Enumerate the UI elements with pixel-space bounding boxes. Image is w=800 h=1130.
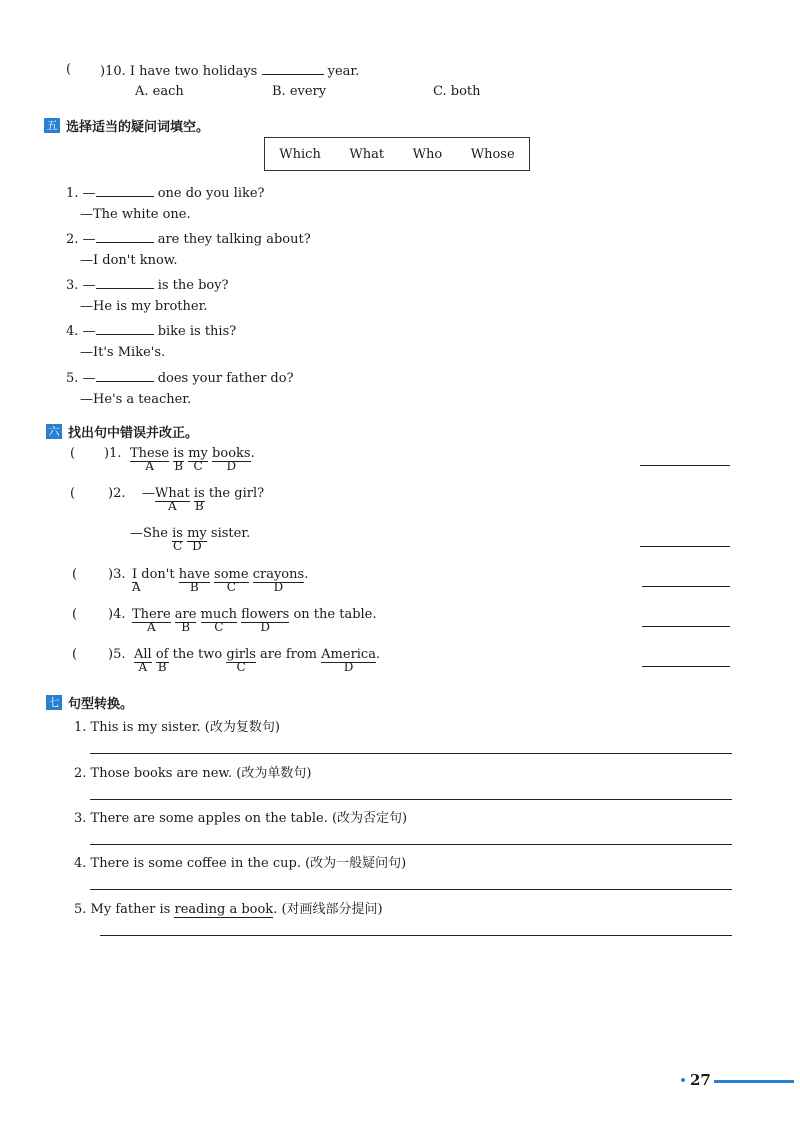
q10-text [100,62,359,79]
s6-segment-text: the two [168,647,227,662]
s5-item-4 [66,322,236,339]
s6-text-segment [169,647,227,662]
s6-segment-text: These [130,446,170,461]
s6-segment-text: flowers [241,607,290,622]
s6-option-label: C [236,660,246,674]
s5-item-2 [66,230,311,247]
s5-item-5 [66,369,294,386]
s6-paren: ( [70,446,76,461]
s6-segment-text: America [321,647,376,662]
s6-option-label: B [194,499,204,513]
s6-item-number: )4. [108,607,126,622]
s6-option-label: D [226,459,237,473]
s7-answer-line-3[interactable] [90,844,732,845]
answer-line-3[interactable] [642,586,730,587]
s6-option-label: B [189,580,199,594]
q10-option-b[interactable]: B. every [272,84,327,99]
s6-segment-text: girls [226,647,256,662]
s5-answer-4: —It's Mike's. [80,345,166,360]
s6-option-segment[interactable] [187,526,207,553]
s5-question: does your father do? [157,371,294,386]
s5-answer-3: —He is my brother. [80,299,208,314]
s6-option-label: B [181,620,191,634]
s5-blank[interactable] [96,276,154,289]
page-bar [714,1080,794,1083]
section6-title: 找出句中错误并改正。 [68,426,199,441]
s6-option-label: D [273,580,284,594]
q10-option-a[interactable]: A. each [135,84,184,99]
s7-item5-underlined: reading a book [174,902,274,917]
answer-line-1[interactable] [640,465,730,466]
s6-paren: ( [72,607,78,622]
s6-option-label: B [157,660,167,674]
s6-option-segment[interactable] [174,607,197,634]
s6-sentence [130,526,251,553]
section6-header [46,422,198,441]
s5-blank[interactable] [96,230,154,243]
s6-segment-text: All [134,647,152,662]
s6-option-segment[interactable] [214,567,249,594]
s6-segment-text: on the table. [289,607,377,622]
s6-text-segment [142,486,155,501]
s5-answer-5: —He's a teacher. [80,392,192,407]
s6-option-label: C [226,580,236,594]
section5-header [44,116,209,135]
s7-item5-post: . (对画线部分提问) [273,902,383,917]
s6-text-segment [251,446,255,461]
q10-blank[interactable] [262,62,324,75]
s6-option-segment[interactable] [200,607,237,634]
section7-number: 七 [46,695,62,710]
s6-sentence [130,446,255,473]
s6-text-segment [207,526,250,541]
s6-option-segment[interactable] [321,647,376,674]
s6-text-segment [130,526,172,541]
s5-num: 3. — [66,278,96,293]
answer-line-5[interactable] [642,666,730,667]
s6-option-segment[interactable] [178,567,210,594]
s6-segment-text: my [187,526,207,541]
section6-number: 六 [46,424,62,439]
s5-question: is the boy? [157,278,229,293]
s5-item-1 [66,184,265,201]
s6-sentence [132,567,309,594]
s6-option-label: D [192,539,202,553]
s7-answer-line-5[interactable] [100,935,732,936]
s6-segment-text: sister. [206,526,251,541]
s6-segment-text: I [132,567,138,582]
q10-after: year. [327,64,360,79]
s5-blank[interactable] [96,369,154,382]
s6-option-segment[interactable] [134,647,152,674]
s6-segment-text: have [178,567,210,582]
s6-option-label: C [193,459,203,473]
s6-paren: ( [72,567,78,582]
s6-item-number: )2. [108,486,126,501]
s7-item-3: 3. There are some apples on the table. (改为否定句) [74,811,408,826]
word-what: What [349,146,385,162]
word-who: Who [412,146,443,162]
s6-segment-text: some [214,567,249,582]
s6-segment-text: books [212,446,251,461]
s6-segment-text: my [188,446,208,461]
s6-segment-text: is [173,446,185,461]
s7-item-5 [74,898,383,917]
s6-segment-text: are from [255,647,322,662]
s5-question: are they talking about? [157,232,311,247]
s5-item-3 [66,276,229,293]
s7-answer-line-2[interactable] [90,799,732,800]
s6-segment-text: are [174,607,197,622]
s6-option-label: A [145,459,154,473]
s6-option-label: D [343,660,354,674]
word-which: Which [279,146,321,162]
s6-option-label: A [138,660,148,674]
s5-answer-1: —The white one. [80,207,191,222]
s7-item-2: 2. Those books are new. (改为单数句) [74,766,312,781]
section5-title: 选择适当的疑问词填空。 [66,120,210,135]
s6-option-label: A [132,580,141,594]
s6-segment-text: — [142,486,155,501]
s6-text-segment [289,607,376,622]
s6-option-label: D [260,620,271,634]
word-whose: Whose [470,146,515,162]
q10-paren: ( [66,62,72,77]
s6-paren: ( [70,486,76,501]
q10-option-c[interactable]: C. both [433,84,481,99]
s6-sentence [132,607,377,634]
s6-segment-text: —She [130,526,173,541]
s6-text-segment [205,486,264,501]
s6-option-segment[interactable] [193,486,205,513]
s6-segment-text: . [250,446,255,461]
s6-segment-text: the girl? [204,486,265,501]
s6-text-segment [304,567,308,582]
s6-paren: ( [72,647,78,662]
section5-number: 五 [44,118,60,133]
s6-segment-text: What [155,486,190,501]
s6-segment-text: . [304,567,309,582]
s6-option-segment[interactable] [226,647,256,674]
page-dot-icon [681,1078,685,1082]
s6-option-segment[interactable] [241,607,290,634]
s6-item-number: )1. [104,446,122,461]
s7-answer-line-1[interactable] [90,753,732,754]
s7-answer-line-4[interactable] [90,889,732,890]
s6-option-label: C [214,620,224,634]
s6-segment-text: There [132,607,171,622]
s6-option-segment[interactable] [155,647,169,674]
s5-answer-2: —I don't know. [80,253,178,268]
s6-item-number: )5. [108,647,126,662]
s5-question: bike is this? [157,324,237,339]
s5-blank[interactable] [96,322,154,335]
word-bank [264,137,530,171]
s6-option-label: A [146,620,156,634]
s5-num: 1. — [66,186,96,201]
s5-question: one do you like? [157,186,265,201]
s6-text-segment [376,647,380,662]
s6-option-segment[interactable] [252,567,305,594]
s6-sentence [134,647,381,674]
s6-option-label: B [174,459,184,473]
s6-option-label: A [168,499,177,513]
s6-option-segment[interactable] [155,486,190,513]
s6-segment-text: don't [137,567,179,582]
s6-text-segment [137,567,179,582]
s6-segment-text: is [193,486,205,501]
s6-segment-text: is [172,526,183,541]
s7-item-4: 4. There is some coffee in the cup. (改为一般疑问句) [74,856,407,871]
s5-blank[interactable] [96,184,154,197]
section7-header [46,693,133,712]
s5-num: 4. — [66,324,96,339]
s6-option-segment[interactable] [130,446,170,473]
s6-sentence [142,486,265,513]
s7-item5-pre: 5. My father is [74,902,175,917]
answer-line-4[interactable] [642,626,730,627]
s6-option-label: C [172,539,183,553]
section7-title: 句型转换。 [68,697,134,712]
s6-segment-text: of [155,647,169,662]
s6-text-segment [256,647,321,662]
answer-line-2[interactable] [640,546,730,547]
s6-option-segment[interactable] [212,446,251,473]
s6-segment-text: . [375,647,381,662]
s6-option-segment[interactable] [173,446,185,473]
q10-stem: )10. I have two holidays [100,64,258,79]
s6-option-segment[interactable] [132,607,171,634]
page-number: 27 [690,1071,711,1089]
s5-num: 5. — [66,371,96,386]
s7-item-1: 1. This is my sister. (改为复数句) [74,720,280,735]
s6-item-number: )3. [108,567,126,582]
s5-num: 2. — [66,232,96,247]
s6-option-segment[interactable] [188,446,208,473]
s6-option-segment[interactable] [172,526,183,553]
s6-segment-text: crayons [252,567,305,582]
s6-segment-text: much [200,607,237,622]
